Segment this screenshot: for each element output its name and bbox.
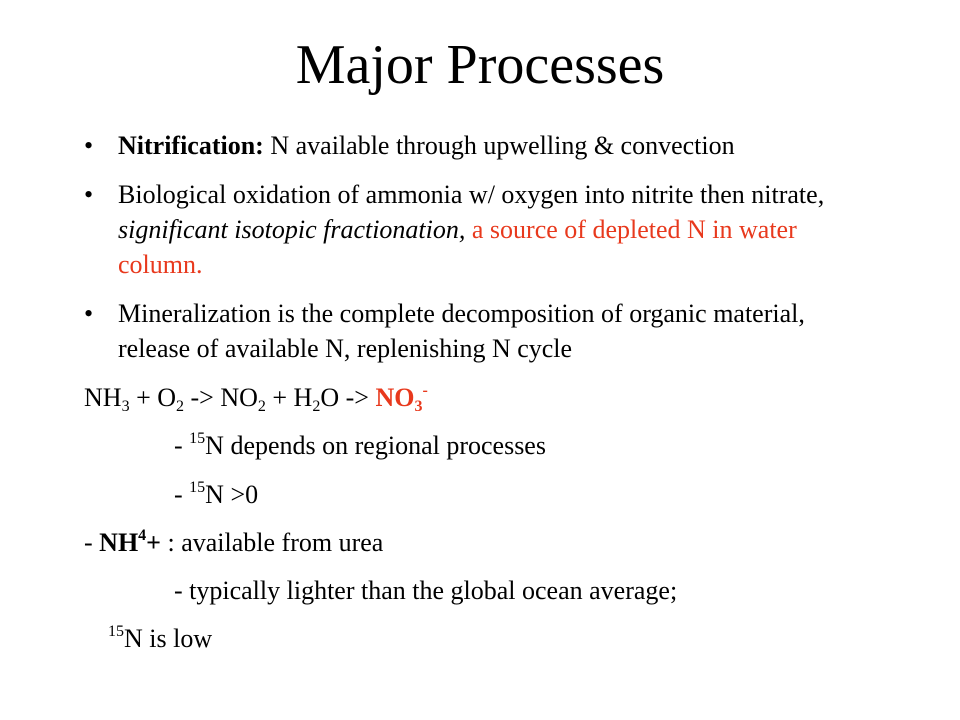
eq-part: -> NO <box>184 383 258 412</box>
fractionation-italic: significant isotopic fractionation, <box>118 215 466 244</box>
eq-part: O -> <box>320 383 376 412</box>
nitrate-product: $NO_3^-$ <box>375 382 428 415</box>
bullet-dot: • <box>84 299 94 328</box>
bullet-dot: • <box>84 180 94 209</box>
eq-part: NH <box>84 383 122 412</box>
bullet-dot: • <box>84 131 94 160</box>
oxidation-text: Biological oxidation of ammonia w/ oxygen into nitrite then nitrate, <box>118 180 825 209</box>
lighter-average-line: - typically lighter than the global ocean average; <box>174 576 678 605</box>
nitrification-text: N available through upwelling & convection <box>263 131 735 160</box>
eq-sub: 2 <box>257 398 266 415</box>
bullet-nitrification <box>84 128 874 163</box>
eq-part: + O <box>129 383 177 412</box>
isotope-sup: 15 <box>189 479 206 496</box>
ammonium-line: - $NH^4+$ : available from urea <box>84 527 384 557</box>
eq-part: + H <box>265 383 313 412</box>
isotope-sup: 15 <box>189 430 206 447</box>
regional-processes-line: - $^{15}$N depends on regional processes <box>174 430 546 460</box>
slide-title: Major Processes <box>295 34 665 96</box>
eq-sub: 2 <box>176 398 185 415</box>
low-isotope-line: $^{15}$N is low <box>108 623 213 653</box>
ammonium-formula: $NH^4+$ <box>99 527 161 557</box>
isotope-sup: 15 <box>108 623 124 640</box>
reaction-equation <box>84 380 428 415</box>
eq-sub: 3 <box>121 398 130 415</box>
mineralization-text: Mineralization is the complete decomposition of organic material, release of available N, replenishing N cycle <box>118 299 805 363</box>
bullet-mineralization <box>84 296 874 366</box>
nitrification-label: Nitrification: <box>118 131 264 160</box>
bullet-biological-oxidation <box>84 177 874 282</box>
eq-sub: 2 <box>312 398 321 415</box>
positive-delta-line: - $^{15}$N >0 <box>174 479 259 509</box>
depleted-n-text: a source of depleted N in water column. <box>118 215 797 279</box>
